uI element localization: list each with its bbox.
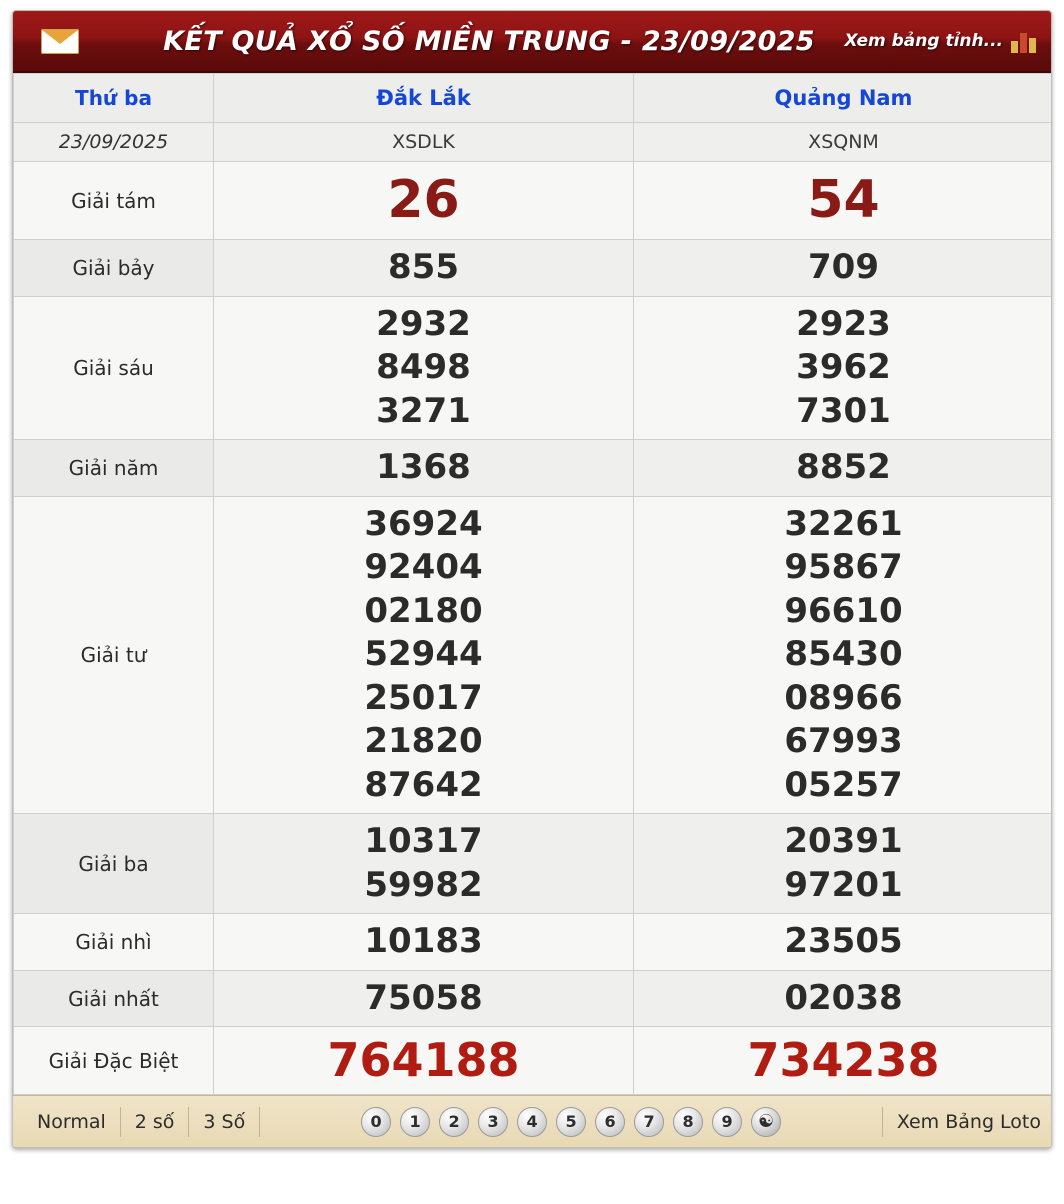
prize-label: Giải Đặc Biệt (14, 1027, 214, 1095)
province-code-row (14, 123, 1053, 162)
bar-chart-icon[interactable] (1011, 29, 1037, 53)
filter-normal-button[interactable]: Normal (23, 1107, 121, 1137)
prize-label: Giải bảy (14, 240, 214, 297)
prize-values-0: 2932 8498 3271 (214, 296, 634, 440)
table-header-row (14, 74, 1053, 123)
table-row (14, 440, 1053, 497)
table-row (14, 970, 1053, 1027)
prize-values-1: 32261 95867 96610 85430 08966 67993 05257 (634, 496, 1053, 814)
prize-values-1: 709 (634, 240, 1053, 297)
prize-label: Giải nhì (14, 914, 214, 971)
table-row (14, 496, 1053, 814)
table-row (14, 914, 1053, 971)
prize-values-1: 02038 (634, 970, 1053, 1027)
prize-values-1: 734238 (634, 1027, 1053, 1095)
digit-ball-7[interactable]: 7 (634, 1107, 664, 1137)
prize-label: Giải sáu (14, 296, 214, 440)
prize-label: Giải tám (14, 162, 214, 240)
table-row (14, 1027, 1053, 1095)
digit-ball-0[interactable]: 0 (361, 1107, 391, 1137)
prize-values-0: 855 (214, 240, 634, 297)
digit-ball-6[interactable]: 6 (595, 1107, 625, 1137)
day-label-cell: Thứ ba (14, 74, 214, 123)
date-cell: 23/09/2025 (14, 123, 214, 162)
board-footer (13, 1095, 1051, 1147)
province-code-cell-0: XSDLK (214, 123, 634, 162)
prize-label: Giải năm (14, 440, 214, 497)
prize-values-1: 2923 3962 7301 (634, 296, 1053, 440)
table-row (14, 296, 1053, 440)
yin-yang-icon[interactable]: ☯ (751, 1107, 781, 1137)
page-title: KẾT QUẢ XỔ SỐ MIỀN TRUNG - 23/09/2025 (163, 25, 815, 57)
province-name-cell-1[interactable]: Quảng Nam (634, 74, 1053, 123)
table-row (14, 240, 1053, 297)
digit-ball-4[interactable]: 4 (517, 1107, 547, 1137)
prize-values-1: 23505 (634, 914, 1053, 971)
prize-values-0: 1368 (214, 440, 634, 497)
prize-values-0: 764188 (214, 1027, 634, 1095)
view-loto-table-button[interactable]: Xem Bảng Loto (882, 1107, 1041, 1137)
table-row (14, 162, 1053, 240)
digit-ball-group (260, 1107, 882, 1137)
prize-values-0: 75058 (214, 970, 634, 1027)
header-right-group[interactable] (844, 29, 1037, 53)
digit-ball-5[interactable]: 5 (556, 1107, 586, 1137)
prize-values-1: 54 (634, 162, 1053, 240)
lottery-result-board (12, 10, 1052, 1148)
digit-ball-3[interactable]: 3 (478, 1107, 508, 1137)
prize-label: Giải nhất (14, 970, 214, 1027)
prize-label: Giải ba (14, 814, 214, 914)
digit-ball-2[interactable]: 2 (439, 1107, 469, 1137)
view-province-table-link[interactable]: Xem bảng tỉnh... (844, 31, 1003, 51)
table-row (14, 814, 1053, 914)
prize-values-0: 36924 92404 02180 52944 25017 21820 87642 (214, 496, 634, 814)
filter-2so-button[interactable]: 2 số (121, 1107, 190, 1137)
results-table (13, 73, 1052, 1095)
prize-values-0: 26 (214, 162, 634, 240)
prize-values-1: 20391 97201 (634, 814, 1053, 914)
province-name-cell-0[interactable]: Đắk Lắk (214, 74, 634, 123)
filter-3so-button[interactable]: 3 Số (189, 1107, 260, 1137)
prize-values-0: 10183 (214, 914, 634, 971)
prize-values-1: 8852 (634, 440, 1053, 497)
digit-ball-1[interactable]: 1 (400, 1107, 430, 1137)
digit-ball-9[interactable]: 9 (712, 1107, 742, 1137)
prize-values-0: 10317 59982 (214, 814, 634, 914)
board-header (13, 11, 1051, 73)
prize-label: Giải tư (14, 496, 214, 814)
province-code-cell-1: XSQNM (634, 123, 1053, 162)
mail-icon (41, 27, 81, 55)
digit-ball-8[interactable]: 8 (673, 1107, 703, 1137)
